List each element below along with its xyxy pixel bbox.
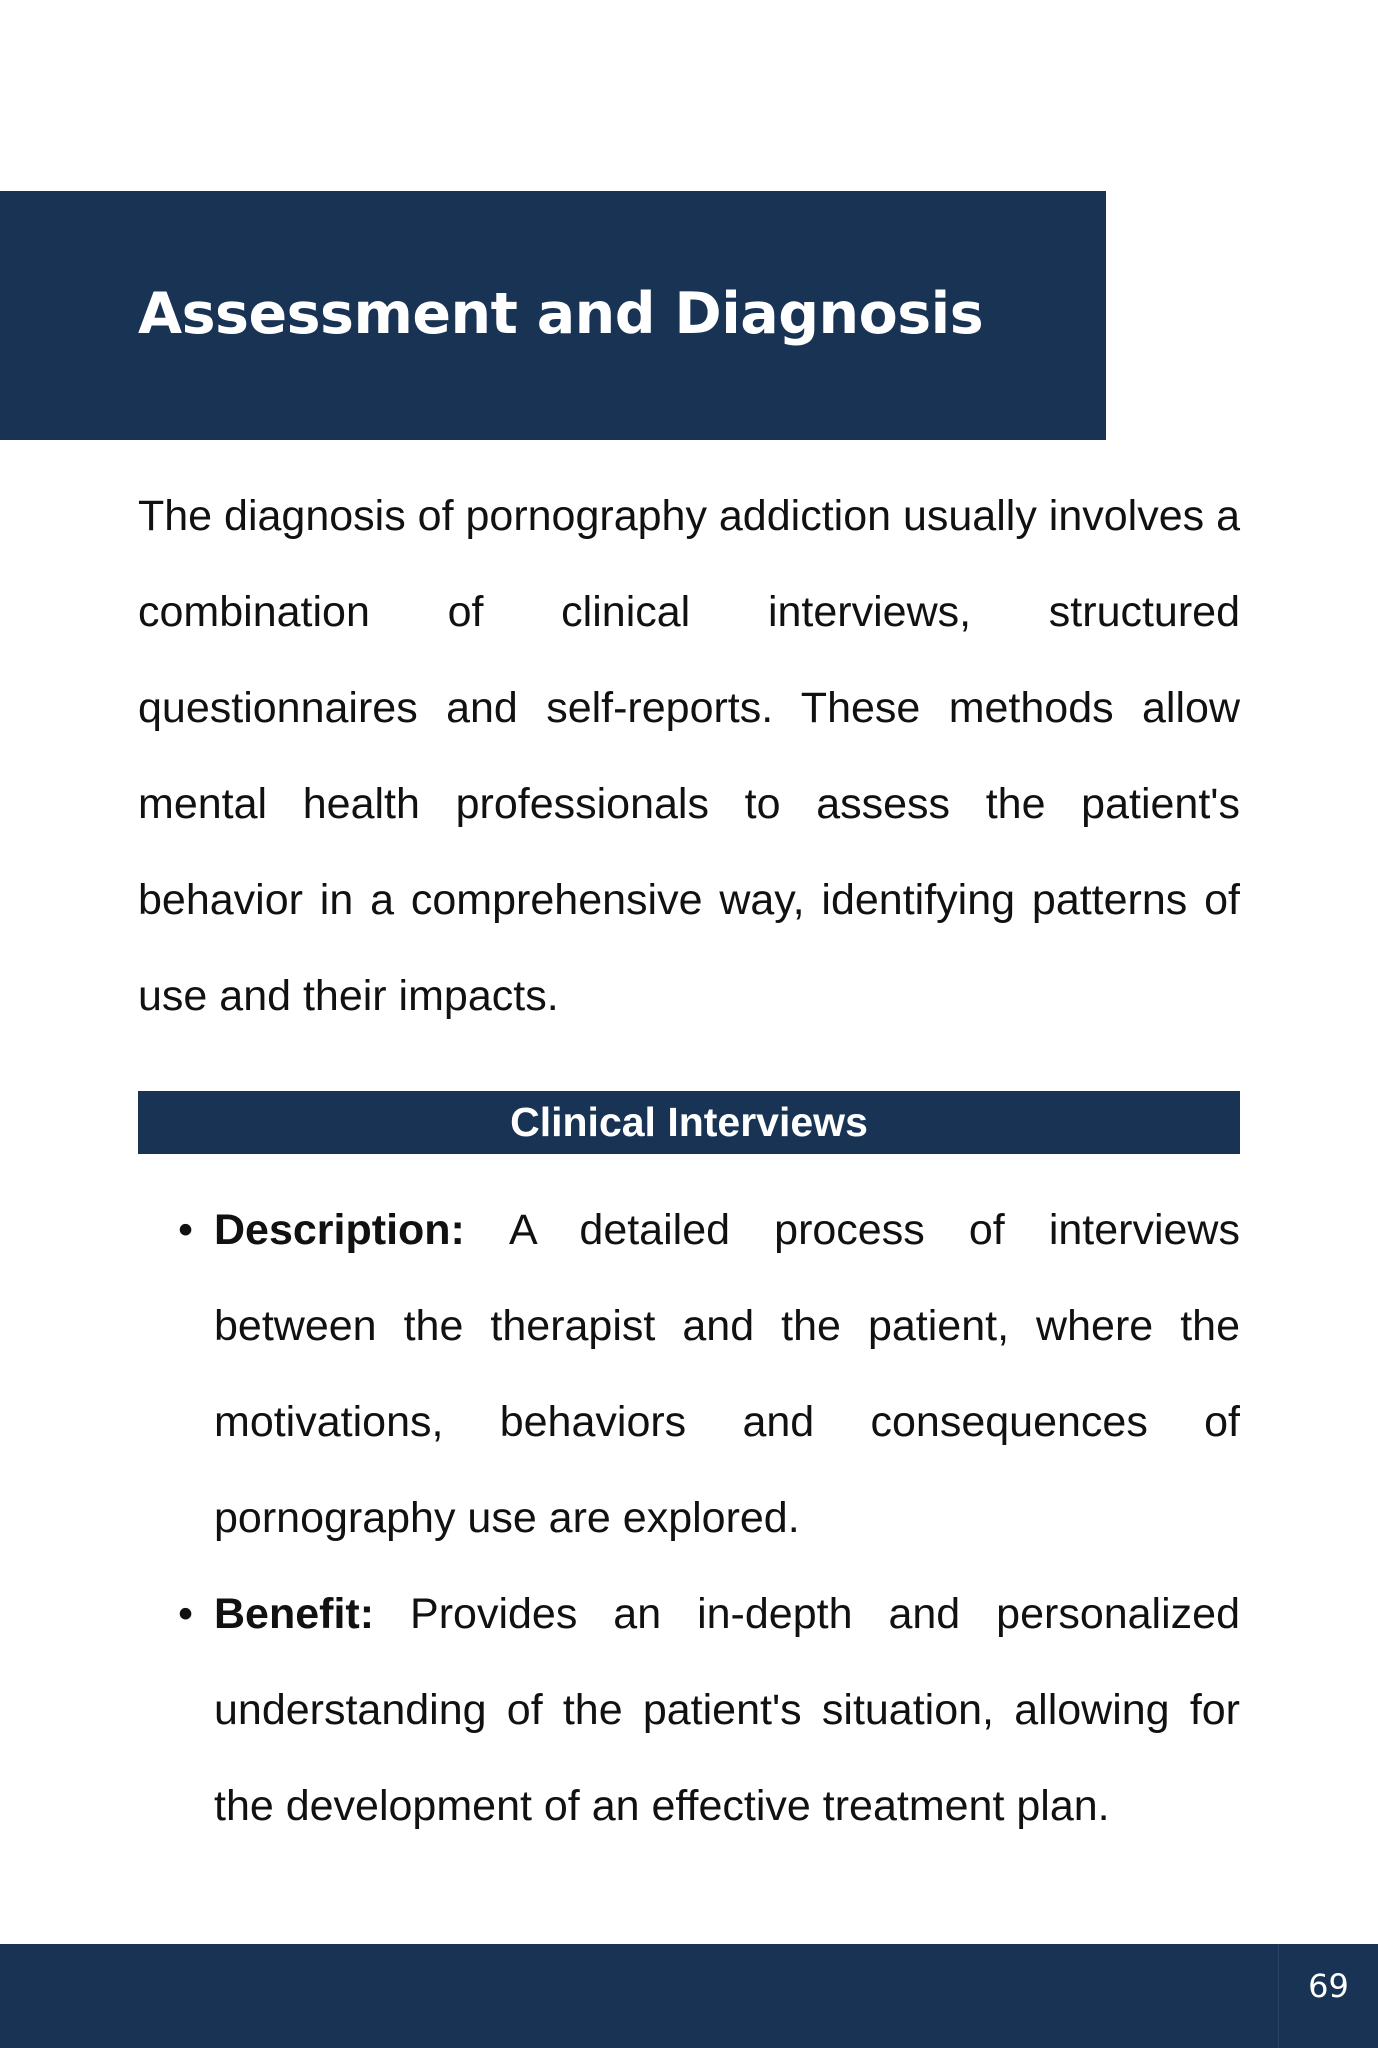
bullet-label: Description:: [214, 1206, 509, 1254]
footer-bar: [0, 1944, 1378, 2048]
bullet-label: Benefit:: [214, 1590, 411, 1638]
bullet-item-benefit: [138, 1566, 1240, 1854]
bullet-icon: •: [178, 1590, 194, 1638]
intro-paragraph: The diagnosis of pornography addiction usually involves a combination of clinical interviews, structured questionnaires and self-reports. These methods allow mental health professionals to assess the patient's behavior in a comprehensive way, identifying patterns of use and their impacts.: [138, 492, 1240, 1020]
page-title: Assessment and Diagnosis: [138, 281, 984, 347]
bullet-list: [138, 1182, 1240, 1854]
bullet-text: Provides an in-depth and personalized understanding of the patient's situation, allowing for the development of an effective treatment plan.: [214, 1590, 1240, 1830]
bullet-text: A detailed process of interviews between the therapist and the patient, where the motivations, behaviors and consequences of pornography use are explored.: [214, 1206, 1240, 1542]
section-heading-clinical-interviews: Clinical Interviews: [138, 1091, 1240, 1154]
bullet-icon: •: [178, 1206, 194, 1254]
page-number: 69: [1308, 1967, 1349, 2005]
bullet-item-description: [138, 1182, 1240, 1566]
